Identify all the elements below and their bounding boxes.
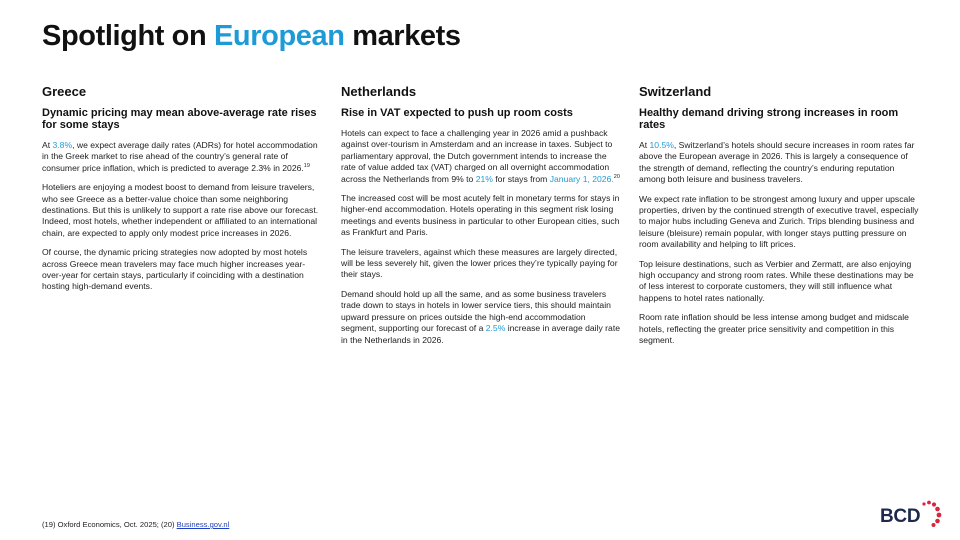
netherlands-heading: Netherlands xyxy=(341,84,417,99)
switzerland-p1-text-a: At xyxy=(639,140,650,150)
netherlands-p1-text-a: Hotels can expect to face a challenging year in 2026 amid a pushback against over-tourism in Amsterdam and an increase in taxes. Subject to parliamentary approval, the Dutch government intends to increase the rate of value added tax (VAT) charged on all overnight accommodation across the Netherlands from 9% to xyxy=(341,128,613,184)
greece-subhead: Dynamic pricing may mean above-average rate rises for some stays xyxy=(42,107,317,131)
netherlands-paragraph-2: The increased cost will be most acutely felt in monetary terms for stays in higher-end accommodation. Hotels operating in this segment risk losing meetings and events business in particular to other European cities, such as Frankfurt and Paris. xyxy=(341,193,620,238)
netherlands-vat-rate: 21% xyxy=(475,173,493,184)
title-part-2: markets xyxy=(344,20,461,52)
netherlands-paragraph-4 xyxy=(341,289,623,346)
switzerland-subhead: Healthy demand driving strong increases in room rates xyxy=(639,107,899,131)
netherlands-p1-text-b: for stays from xyxy=(492,173,550,184)
footnote-ref-19: 19 xyxy=(303,162,310,169)
business-gov-nl-link[interactable]: Business.gov.nl xyxy=(176,520,230,529)
greece-paragraph-2: Hoteliers are enjoying a modest boost to demand from leisure travelers, who see Greece as a better-value choice than some neighboring destinations. But this is unlikely to support a rate rise above our forecast. Indeed, most hotels, whether independent or affiliated to an international chain, are expected to apply only modest price increases in 2026. xyxy=(42,182,319,238)
switzerland-adr-rate: 10.5% xyxy=(649,140,674,150)
footnote-ref-20: 20 xyxy=(613,173,620,180)
netherlands-subhead: Rise in VAT expected to push up room costs xyxy=(341,107,573,119)
footnote-text: (19) Oxford Economics, Oct. 2025; (20) xyxy=(42,520,177,529)
switzerland-heading: Switzerland xyxy=(639,84,712,99)
page-title xyxy=(42,20,461,53)
netherlands-p4-text-b: increase in average daily rate in the Netherlands in 2026. xyxy=(341,323,620,345)
footnote xyxy=(42,520,229,529)
bcd-logo-dots-icon xyxy=(880,498,946,530)
netherlands-column xyxy=(341,84,623,354)
switzerland-paragraph-2: We expect rate inflation to be strongest among luxury and upper upscale properties, driven by the continued strength of executive travel, especially to major hubs including Geneva and Zurich. Trips blending business and leisure (bleisure) remain popular, with longer stays putting pressure on room availability and helping to lift prices. xyxy=(639,193,919,250)
switzerland-paragraph-1 xyxy=(639,140,921,186)
netherlands-paragraph-3: The leisure travelers, against which these measures are largely directed, will be less severely hit, given the lower prices they’re typically paying for their stays. xyxy=(341,246,618,280)
title-part-1: Spotlight on xyxy=(42,20,214,52)
netherlands-paragraph-1 xyxy=(341,128,623,185)
greece-adr-rate: 3.8% xyxy=(52,140,73,150)
switzerland-paragraph-3: Top leisure destinations, such as Verbier and Zermatt, are also enjoying high occupancy and strong room rates. While these destinations may be of less interest to corporate customers, they will still influence what happens to hotel rates nationally. xyxy=(639,258,914,303)
switzerland-paragraph-4: Room rate inflation should be less intense among budget and midscale hotels, reflecting the greater price sensitivity and competition in this segment. xyxy=(639,312,909,346)
bcd-logo xyxy=(880,498,946,530)
greece-p1-text-b: , we expect average daily rates (ADRs) for hotel accommodation in the Greek market to rise ahead of the country’s general rate of consumer price inflation, which is predicted to average 2.3% in 2026. xyxy=(42,140,318,173)
greece-paragraph-3: Of course, the dynamic pricing strategies now adopted by most hotels across Greece mean travelers may face much higher increases year-over-year for certain stays, particularly if coinciding with a destination hosting high-demand events. xyxy=(42,247,308,292)
netherlands-vat-date: January 1, 2026. xyxy=(549,173,614,184)
bcd-logo-text: BCD xyxy=(880,506,921,527)
switzerland-p1-text-b: , Switzerland’s hotels should secure increases in room rates far above the European average in 2026. This is largely a consequence of the strength of demand, reflecting the country’s enduring reputation among both leisure and business travelers. xyxy=(639,140,915,185)
greece-heading: Greece xyxy=(42,84,87,99)
greece-paragraph-1 xyxy=(42,140,324,174)
greece-column xyxy=(42,84,324,301)
netherlands-adr-rate: 2.5% xyxy=(485,323,506,334)
netherlands-p4-text-a: Demand should hold up all the same, and as some business travelers trade down to stays in hotels in lower service tiers, this should maintain upward pressure on prices outside the high-end accommodation segment, supporting our forecast of a xyxy=(341,288,611,334)
switzerland-column xyxy=(639,84,921,355)
greece-p1-text-a: At xyxy=(42,140,53,150)
title-accent: European xyxy=(213,20,345,52)
